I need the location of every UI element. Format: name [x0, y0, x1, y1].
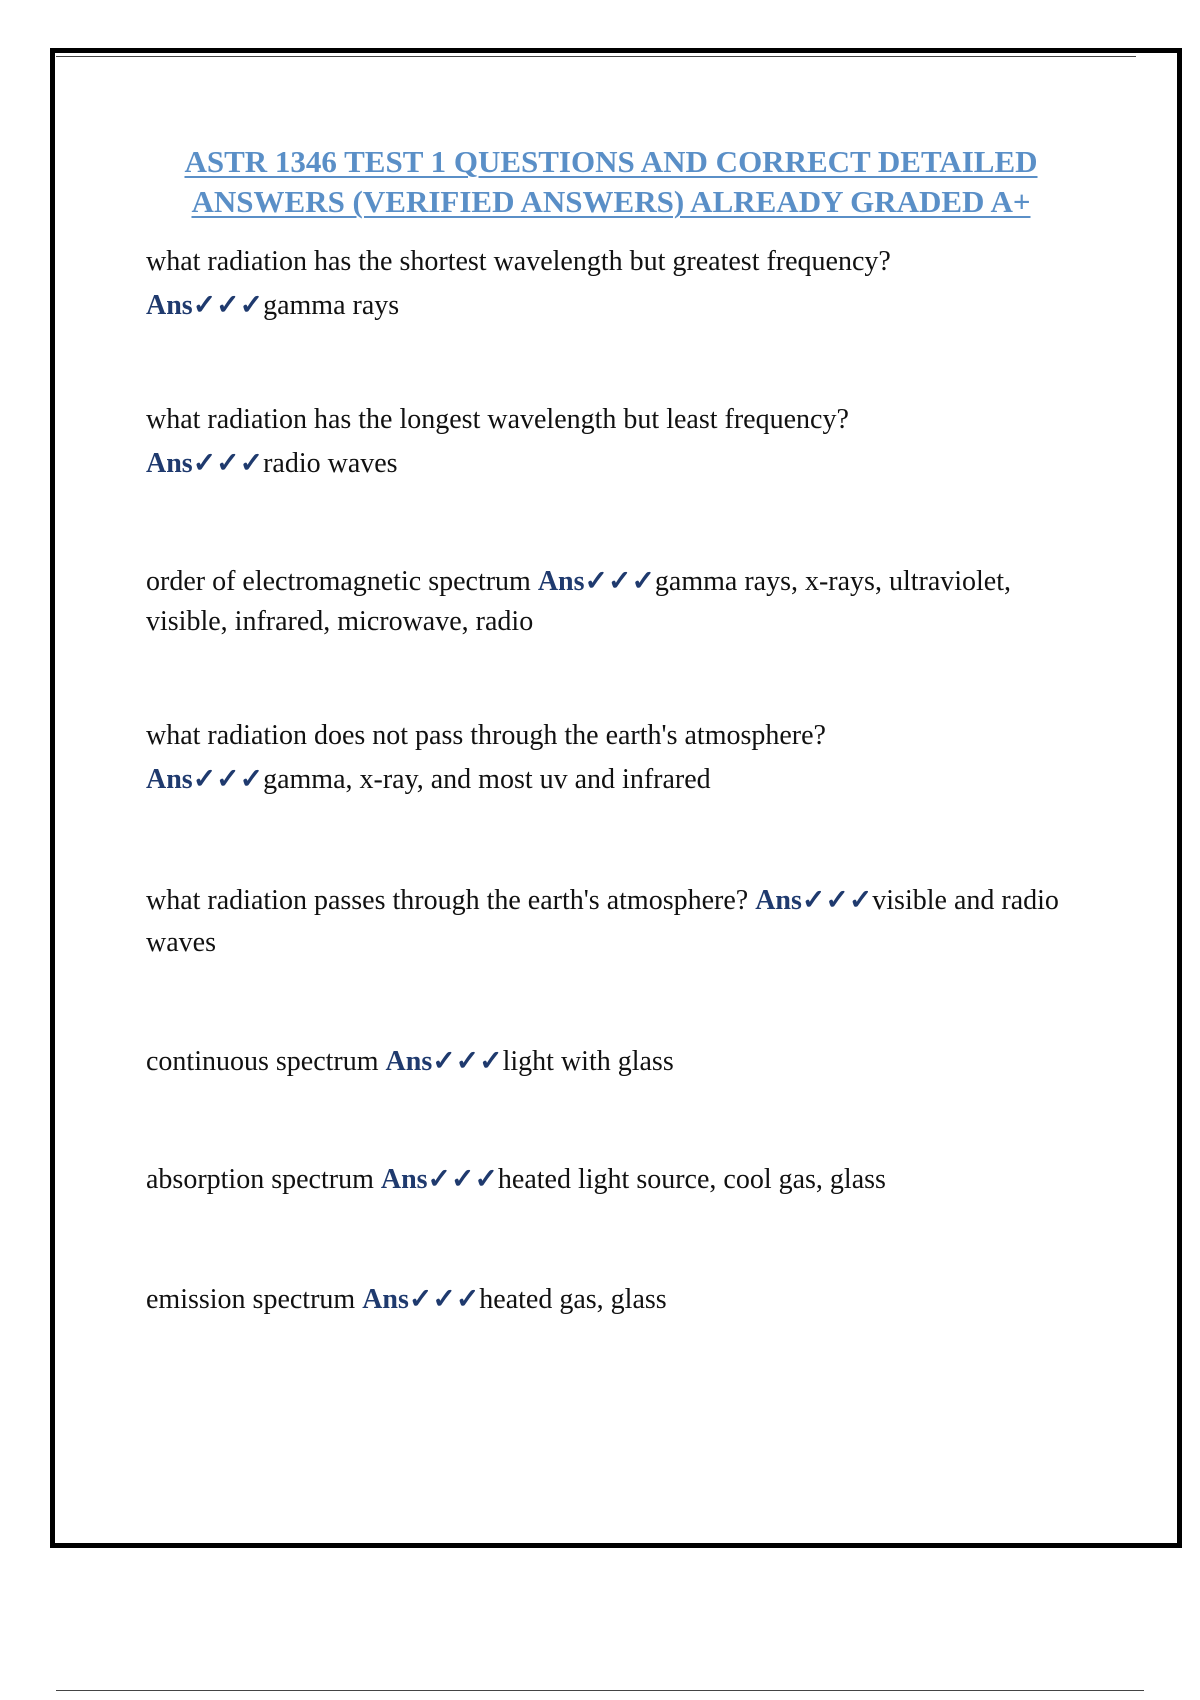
- answer-text: radio waves: [263, 448, 398, 479]
- question-text: what radiation has the shortest wavelength but greatest frequency?: [146, 246, 891, 277]
- answer-marker: Ans✓✓✓: [146, 448, 264, 479]
- answer-text: gamma rays: [263, 290, 400, 321]
- qa-item-2: [146, 398, 1076, 486]
- answer-text: gamma rays, x-rays, ultraviolet, visible, infrared, microwave, radio: [146, 566, 1012, 637]
- question-text: what radiation has the longest wavelength but least frequency?: [146, 404, 849, 435]
- question-text: what radiation passes through the earth's atmosphere?: [146, 885, 749, 916]
- qa-item-4: [146, 714, 1076, 802]
- answer-marker: Ans✓✓✓: [146, 764, 264, 795]
- qa-item-8: [146, 1278, 1076, 1322]
- question-text: absorption spectrum: [146, 1164, 374, 1195]
- answer-text: visible and radio waves: [146, 885, 1059, 958]
- answer-text: heated gas, glass: [479, 1284, 667, 1315]
- question-text: continuous spectrum: [146, 1046, 379, 1077]
- qa-item-3: [146, 562, 1076, 642]
- question-text: what radiation does not pass through the earth's atmosphere?: [146, 720, 826, 751]
- question-text: order of electromagnetic spectrum: [146, 566, 531, 597]
- qa-item-1: [146, 240, 1076, 328]
- answer-marker: Ans✓✓✓: [362, 1284, 480, 1315]
- document-title: [146, 142, 1076, 222]
- answer-text: gamma, x-ray, and most uv and infrared: [263, 764, 711, 795]
- qa-item-5: [146, 880, 1076, 964]
- answer-marker: Ans✓✓✓: [755, 885, 873, 916]
- title-line-1: ASTR 1346 TEST 1 QUESTIONS AND CORRECT DETAILED: [184, 144, 1038, 179]
- question-text: emission spectrum: [146, 1284, 356, 1315]
- answer-text: heated light source, cool gas, glass: [497, 1164, 886, 1195]
- title-line-2: ANSWERS (VERIFIED ANSWERS) ALREADY GRADED A+: [191, 184, 1031, 219]
- answer-marker: Ans✓✓✓: [537, 566, 655, 597]
- qa-item-6: [146, 1040, 1076, 1084]
- answer-marker: Ans✓✓✓: [146, 290, 264, 321]
- bottom-rule: [56, 1690, 1144, 1691]
- answer-marker: Ans✓✓✓: [385, 1046, 503, 1077]
- answer-marker: Ans✓✓✓: [380, 1164, 498, 1195]
- qa-item-7: [146, 1158, 1076, 1202]
- answer-text: light with glass: [502, 1046, 674, 1077]
- top-rule: [56, 56, 1136, 57]
